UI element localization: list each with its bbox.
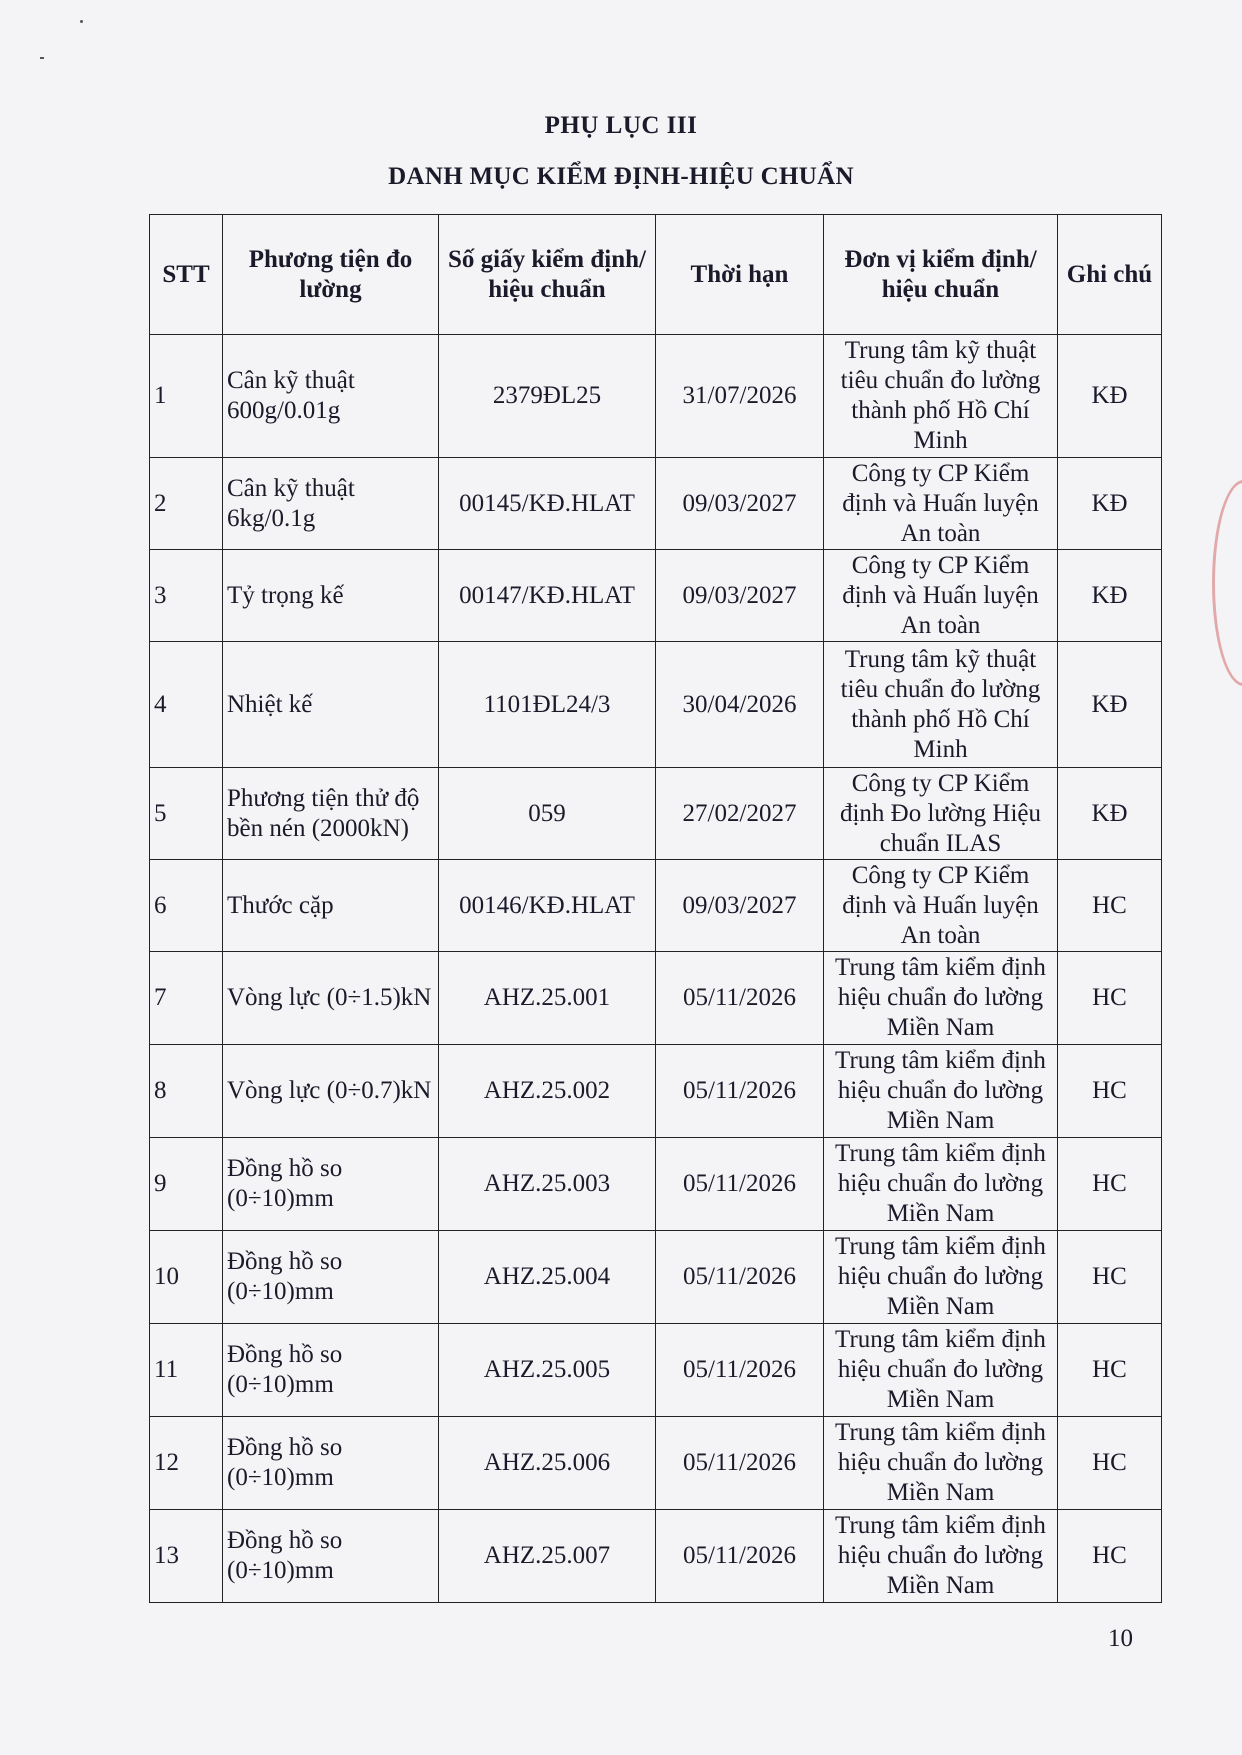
- cell-organization: Công ty CP Kiểm định và Huấn luyện An toàn: [824, 550, 1058, 642]
- cell-expiry: 05/11/2026: [656, 1417, 824, 1510]
- cell-note: HC: [1058, 1045, 1162, 1138]
- table-row: [150, 768, 1162, 860]
- cell-expiry: 05/11/2026: [656, 1138, 824, 1231]
- cell-instrument: Vòng lực (0÷0.7)kN: [223, 1045, 439, 1138]
- cell-certificate: 00147/KĐ.HLAT: [439, 550, 656, 642]
- cell-expiry: 05/11/2026: [656, 1231, 824, 1324]
- table-row: [150, 1510, 1162, 1603]
- cell-organization: Trung tâm kiểm định hiệu chuẩn đo lường Miền Nam: [824, 1045, 1058, 1138]
- header-certificate: Số giấy kiểm định/ hiệu chuẩn: [439, 215, 656, 335]
- cell-instrument: Đồng hồ so (0÷10)mm: [223, 1510, 439, 1603]
- cell-note: HC: [1058, 1324, 1162, 1417]
- cell-organization: Trung tâm kiểm định hiệu chuẩn đo lường Miền Nam: [824, 1324, 1058, 1417]
- cell-instrument: Cân kỹ thuật 600g/0.01g: [223, 335, 439, 458]
- calibration-table: [149, 214, 1162, 1603]
- cell-instrument: Đồng hồ so (0÷10)mm: [223, 1417, 439, 1510]
- cell-stt: 2: [150, 458, 223, 550]
- cell-stt: 13: [150, 1510, 223, 1603]
- cell-organization: Trung tâm kiểm định hiệu chuẩn đo lường Miền Nam: [824, 1417, 1058, 1510]
- cell-organization: Trung tâm kiểm định hiệu chuẩn đo lường Miền Nam: [824, 952, 1058, 1045]
- cell-expiry: 05/11/2026: [656, 1510, 824, 1603]
- cell-certificate: AHZ.25.001: [439, 952, 656, 1045]
- cell-certificate: AHZ.25.007: [439, 1510, 656, 1603]
- cell-expiry: 05/11/2026: [656, 952, 824, 1045]
- cell-instrument: Phương tiện thử độ bền nén (2000kN): [223, 768, 439, 860]
- cell-expiry: 27/02/2027: [656, 768, 824, 860]
- header-note: Ghi chú: [1058, 215, 1162, 335]
- table-header-row: [150, 215, 1162, 335]
- cell-certificate: 2379ĐL25: [439, 335, 656, 458]
- cell-note: HC: [1058, 860, 1162, 952]
- cell-instrument: Cân kỹ thuật 6kg/0.1g: [223, 458, 439, 550]
- cell-note: HC: [1058, 1417, 1162, 1510]
- cell-instrument: Vòng lực (0÷1.5)kN: [223, 952, 439, 1045]
- cell-stt: 10: [150, 1231, 223, 1324]
- scan-speck: [80, 20, 83, 23]
- table-row: [150, 952, 1162, 1045]
- cell-stt: 8: [150, 1045, 223, 1138]
- cell-instrument: Đồng hồ so (0÷10)mm: [223, 1324, 439, 1417]
- table-row: [150, 1417, 1162, 1510]
- cell-note: HC: [1058, 1231, 1162, 1324]
- cell-organization: Trung tâm kiểm định hiệu chuẩn đo lường Miền Nam: [824, 1138, 1058, 1231]
- table-row: [150, 1324, 1162, 1417]
- table-row: [150, 860, 1162, 952]
- cell-certificate: 059: [439, 768, 656, 860]
- cell-certificate: AHZ.25.005: [439, 1324, 656, 1417]
- page-number: 10: [1108, 1625, 1133, 1652]
- cell-certificate: 00145/KĐ.HLAT: [439, 458, 656, 550]
- cell-stt: 9: [150, 1138, 223, 1231]
- header-stt: STT: [150, 215, 223, 335]
- cell-expiry: 09/03/2027: [656, 860, 824, 952]
- cell-note: KĐ: [1058, 768, 1162, 860]
- cell-certificate: 00146/KĐ.HLAT: [439, 860, 656, 952]
- cell-instrument: Nhiệt kế: [223, 642, 439, 768]
- appendix-title: PHỤ LỤC III: [544, 112, 698, 139]
- cell-stt: 4: [150, 642, 223, 768]
- stamp-seal-fragment: [1212, 480, 1242, 686]
- list-title: DANH MỤC KIỂM ĐỊNH-HIỆU CHUẨN: [388, 163, 854, 190]
- cell-stt: 5: [150, 768, 223, 860]
- cell-instrument: Thước cặp: [223, 860, 439, 952]
- cell-organization: Công ty CP Kiểm định và Huấn luyện An toàn: [824, 860, 1058, 952]
- header-expiry: Thời hạn: [656, 215, 824, 335]
- cell-certificate: 1101ĐL24/3: [439, 642, 656, 768]
- cell-organization: Trung tâm kỹ thuật tiêu chuẩn đo lường thành phố Hồ Chí Minh: [824, 335, 1058, 458]
- cell-stt: 12: [150, 1417, 223, 1510]
- table-row: [150, 458, 1162, 550]
- cell-stt: 11: [150, 1324, 223, 1417]
- cell-expiry: 09/03/2027: [656, 458, 824, 550]
- table-row: [150, 335, 1162, 458]
- cell-stt: 1: [150, 335, 223, 458]
- cell-note: KĐ: [1058, 642, 1162, 768]
- table-row: [150, 1045, 1162, 1138]
- cell-certificate: AHZ.25.002: [439, 1045, 656, 1138]
- cell-organization: Công ty CP Kiểm định Đo lường Hiệu chuẩn ILAS: [824, 768, 1058, 860]
- cell-organization: Công ty CP Kiểm định và Huấn luyện An toàn: [824, 458, 1058, 550]
- table-row: [150, 1138, 1162, 1231]
- cell-expiry: 31/07/2026: [656, 335, 824, 458]
- cell-note: KĐ: [1058, 335, 1162, 458]
- cell-organization: Trung tâm kỹ thuật tiêu chuẩn đo lường thành phố Hồ Chí Minh: [824, 642, 1058, 768]
- cell-stt: 3: [150, 550, 223, 642]
- cell-instrument: Tỷ trọng kế: [223, 550, 439, 642]
- cell-note: KĐ: [1058, 550, 1162, 642]
- cell-note: HC: [1058, 1510, 1162, 1603]
- cell-expiry: 05/11/2026: [656, 1324, 824, 1417]
- header-organization: Đơn vị kiểm định/ hiệu chuẩn: [824, 215, 1058, 335]
- cell-instrument: Đồng hồ so (0÷10)mm: [223, 1231, 439, 1324]
- cell-certificate: AHZ.25.006: [439, 1417, 656, 1510]
- table-row: [150, 550, 1162, 642]
- cell-organization: Trung tâm kiểm định hiệu chuẩn đo lường Miền Nam: [824, 1510, 1058, 1603]
- cell-expiry: 30/04/2026: [656, 642, 824, 768]
- cell-certificate: AHZ.25.004: [439, 1231, 656, 1324]
- cell-instrument: Đồng hồ so (0÷10)mm: [223, 1138, 439, 1231]
- cell-organization: Trung tâm kiểm định hiệu chuẩn đo lường Miền Nam: [824, 1231, 1058, 1324]
- cell-note: HC: [1058, 952, 1162, 1045]
- table-row: [150, 1231, 1162, 1324]
- cell-note: HC: [1058, 1138, 1162, 1231]
- cell-stt: 7: [150, 952, 223, 1045]
- cell-expiry: 09/03/2027: [656, 550, 824, 642]
- header-instrument: Phương tiện đo lường: [223, 215, 439, 335]
- table-row: [150, 642, 1162, 768]
- scan-speck: [40, 57, 44, 59]
- cell-expiry: 05/11/2026: [656, 1045, 824, 1138]
- cell-stt: 6: [150, 860, 223, 952]
- cell-note: KĐ: [1058, 458, 1162, 550]
- cell-certificate: AHZ.25.003: [439, 1138, 656, 1231]
